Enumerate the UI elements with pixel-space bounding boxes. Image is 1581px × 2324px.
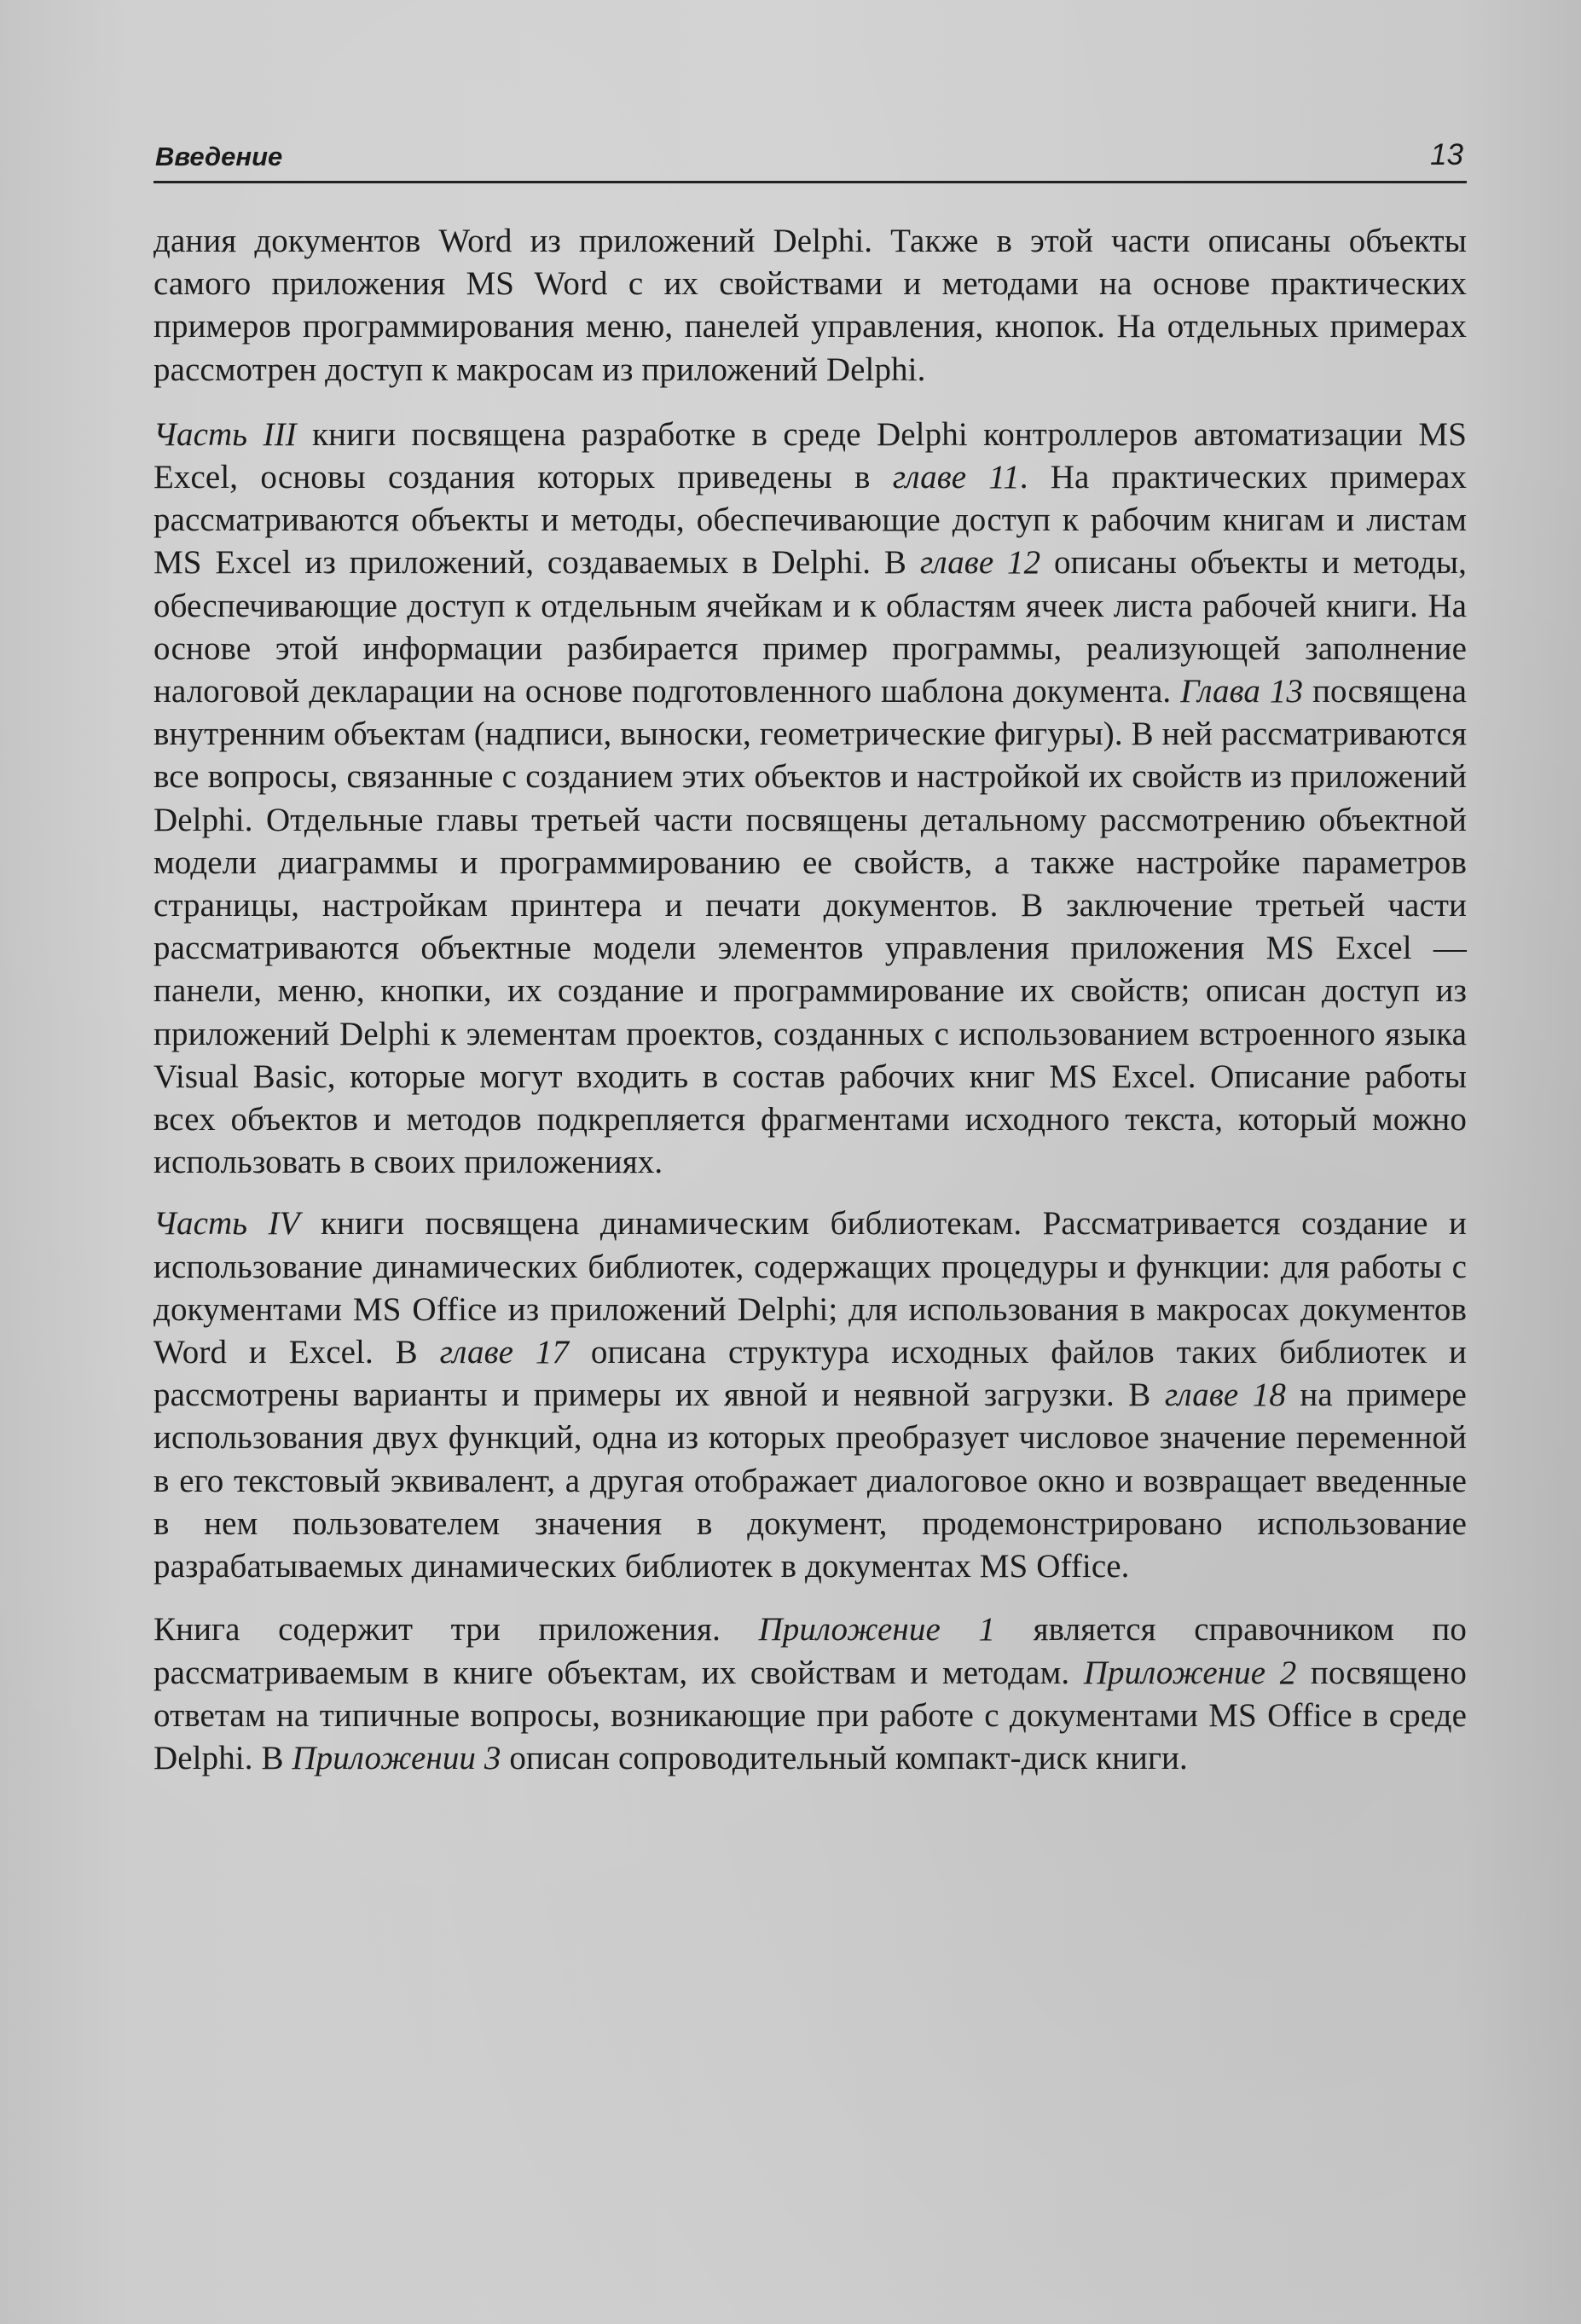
italic-reference: главе 17 (439, 1334, 570, 1371)
italic-reference: главе 18 (1164, 1376, 1286, 1414)
italic-reference: Часть III (153, 415, 297, 453)
text-run: является справочником по рассматриваемым в книге объектам, их свойствам и методам. (153, 1611, 1467, 1691)
italic-reference: главе 12 (919, 544, 1041, 582)
paragraph (153, 1203, 1467, 1588)
italic-reference: Приложение 2 (1083, 1654, 1297, 1691)
italic-reference: Приложение 1 (758, 1611, 996, 1649)
text-run: описаны объекты и методы, обеспечивающие доступ к отдельным ячейкам и к областям ячеек листа рабочей книги. На основе этой информации разбирается пример программы, реализующей заполнение налоговой декларации на основе подготовленного шаблона документа. (153, 544, 1467, 710)
text-run: описана структура исходных файлов таких библиотек и рассмотрены варианты и примеры их явной и неявной загрузки. В (153, 1334, 1467, 1414)
italic-reference: Приложении 3 (292, 1739, 501, 1776)
paragraph (153, 414, 1467, 1185)
text-run: посвящена внутренним объектам (надписи, выноски, геометрические фигуры). В ней рассматриваются все вопросы, связанные с созданием этих объектов и настройкой их свойств из приложений Delphi. Отдельные главы третьей части посвящены детальному рассмотрению объектной модели диаграммы и программированию ее свойств, а также настройке параметров страницы, настройкам принтера и печати документов. В заключение третьей части рассматриваются объектные модели элементов управления приложения MS Excel — панели, меню, кнопки, их создание и программирование их свойств; описан доступ из приложений Delphi к элементам проектов, созданных с использованием встроенного языка Visual Basic, которые могут входить в состав рабочих книг MS Excel. Описание работы всех объектов и методов подкрепляется фрагментами исходного текста, который можно использовать в своих приложениях. (153, 673, 1467, 1181)
italic-reference: главе 11 (892, 459, 1020, 496)
chapter-title: Введение (155, 142, 283, 171)
text-run: книги посвящена динамическим библиотекам. Рассматривается создание и использование динамических библиотек, содержащих процедуры и функции: для работы с документами MS Office из приложений Delphi; для использования в макросах документов Word и Excel. В (153, 1205, 1468, 1371)
text-run: посвящено ответам на типичные вопросы, возникающие при работе с документами MS Office в среде Delphi. В (153, 1654, 1467, 1776)
text-run: книги посвящена разработке в среде Delphi контроллеров автоматизации MS Excel, основы создания которых приведены в (153, 415, 1467, 496)
text-run: Книга содержит три приложения. (153, 1611, 759, 1649)
italic-reference: Глава 13 (1180, 673, 1304, 710)
page-number: 13 (1430, 138, 1463, 171)
paragraph (153, 1608, 1467, 1780)
text-run: описан сопроводительный компакт-диск книги. (501, 1739, 1188, 1776)
paragraph (153, 220, 1467, 391)
running-header (153, 128, 1467, 183)
text-run: на примере использования двух функций, одна из которых преобразует числовое значение переменной в его текстовый эквивалент, а другая отображает диалоговое окно и возвращает введенные в нем пользователем значения в документ, продемонстрировано использование разрабатываемых динамических библиотек в документах MS Office. (153, 1376, 1467, 1585)
text-run: дания документов Word из приложений Delphi. Также в этой части описаны объекты самого приложения MS Word с их свойствами и методами на основе практических примеров программирования меню, панелей управления, кнопок. На отдельных примерах рассмотрен доступ к макросам из приложений Delphi. (153, 223, 1467, 388)
body-text (153, 220, 1467, 1780)
text-run: . На практических примерах рассматриваются объекты и методы, обеспечивающие доступ к рабочим книгам и листам MS Excel из приложений, создаваемых в Delphi. В (153, 459, 1467, 582)
italic-reference: Часть IV (153, 1205, 300, 1243)
